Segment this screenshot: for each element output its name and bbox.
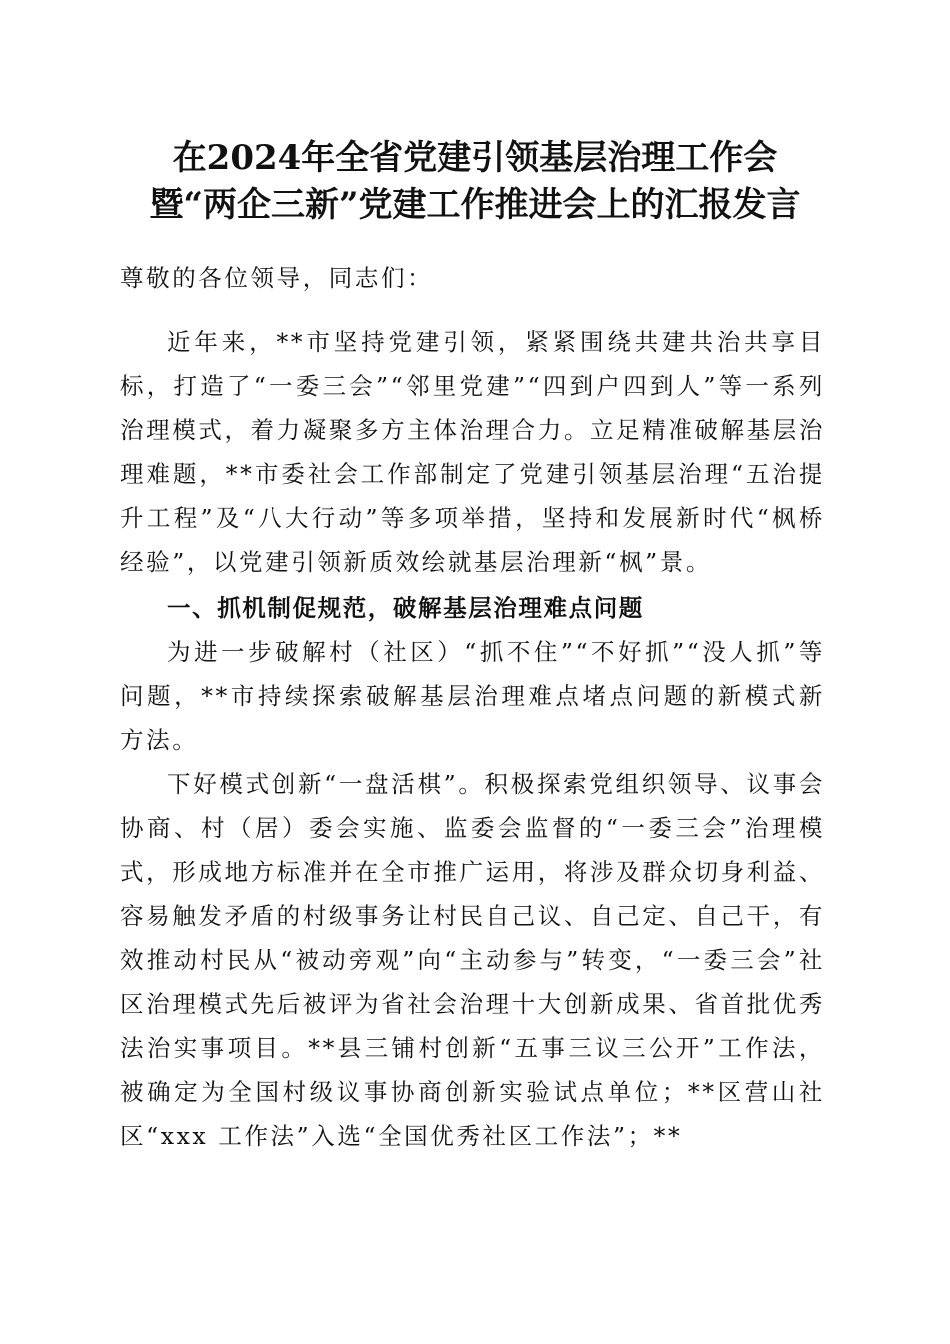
body-section-2 [120,630,825,762]
section-heading-1: 一、抓机制促规范，破解基层治理难点问题 [167,594,644,622]
paragraph-problems: 为进一步破解村（社区）“抓不住”“不好抓”“没人抓”等问题，**市持续探索破解基层治理难点堵点问题的新模式新方法。 [120,638,825,754]
body-section-heading [120,586,825,630]
paragraph-model-innovation: 下好模式创新“一盘活棋”。积极探索党组织领导、议事会协商、村（居）委会实施、监委会监督的“一委三会”治理模式，形成地方标准并在全市推广运用，将涉及群众切身利益、容易触发矛盾的村级事务让村民自己议、自己定、自己干，有效推动村民从“被动旁观”向“主动参与”转变，“一委三会”社区治理模式先后被评为省社会治理十大创新成果、省首批优秀法治实事项目。**县三铺村创新“五事三议三公开”工作法，被确定为全国村级议事协商创新实验试点单位；**区营山社区“xxx 工作法”入选“全国优秀社区工作法”；** [120,770,825,1150]
body-section-intro [120,320,825,584]
document-title-line-1: 在2024年全省党建引领基层治理工作会 [172,138,778,178]
paragraph-intro: 近年来，**市坚持党建引领，紧紧围绕共建共治共享目标，打造了“一委三会”“邻里党建”“四到户四到人”等一系列治理模式，着力凝聚多方主体治理合力。立足精准破解基层治理难题，**市委社会工作部制定了党建引领基层治理“五治提升工程”及“八大行动”等多项举措，坚持和发展新时代“枫桥经验”，以党建引领新质效绘就基层治理新“枫”景。 [120,328,825,576]
body-section-3 [120,762,825,1158]
salutation: 尊敬的各位领导，同志们： [120,264,434,292]
document-title-line-2: 暨“两企三新”党建工作推进会上的汇报发言 [149,185,801,225]
